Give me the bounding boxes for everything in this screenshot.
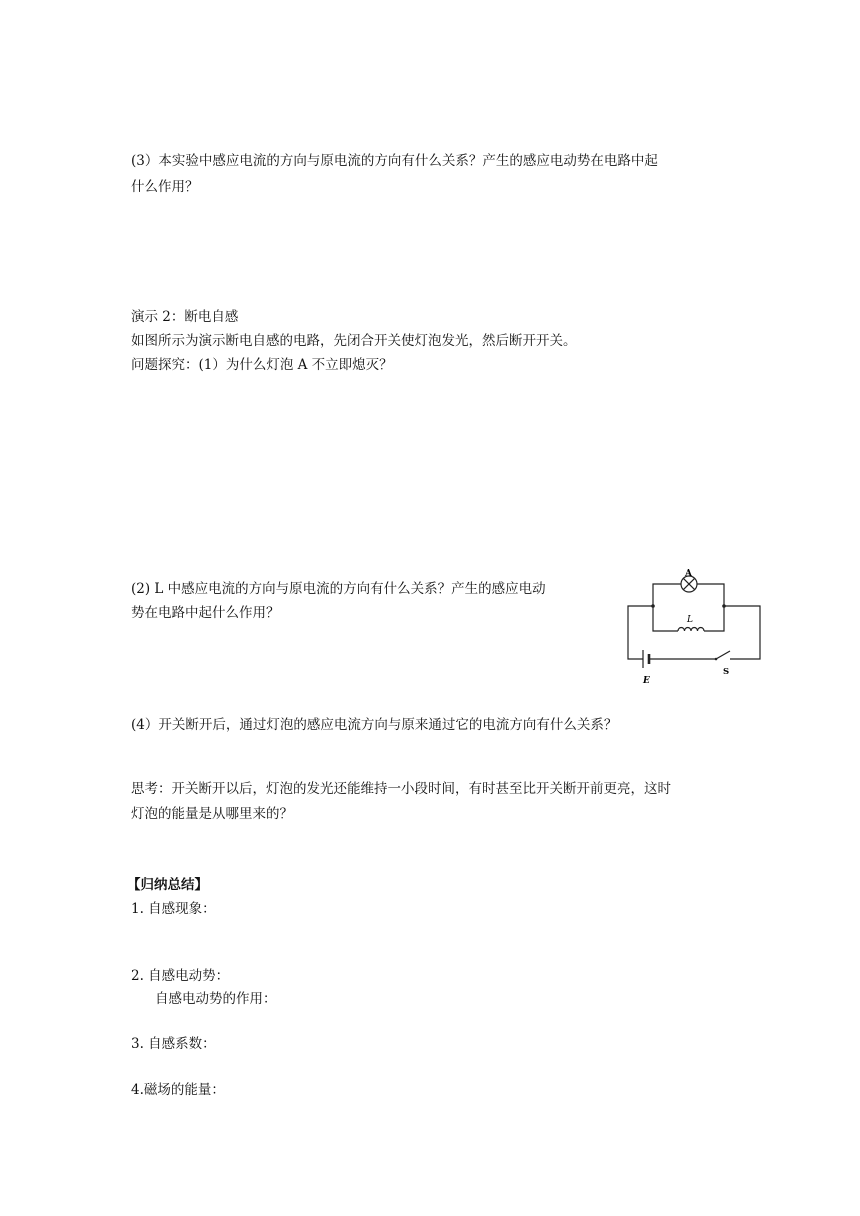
think-line-2: 灯泡的能量是从哪里来的？: [131, 806, 293, 822]
summary-item-2: 2. 自感电动势：: [131, 968, 230, 984]
think-line-1: 思考：开关断开以后，灯泡的发光还能维持一小段时间，有时甚至比开关断开前更亮，这时: [131, 781, 671, 797]
switch-pivot: [715, 658, 718, 661]
demo-2-description: 如图所示为演示断电自感的电路，先闭合开关使灯泡发光，然后断开开关。: [131, 333, 577, 349]
switch-blade: [716, 651, 730, 659]
junction-dot-right: [722, 604, 726, 608]
summary-item-4: 4.磁场的能量：: [131, 1082, 225, 1098]
inductor-branch-left-wire: [653, 606, 678, 631]
summary-heading: 【归纳总结】: [127, 877, 208, 893]
inductor-coil-icon: [678, 628, 704, 632]
question-2-line-1: (2) L 中感应电流的方向与原电流的方向有什么关系？产生的感应电动: [131, 581, 546, 597]
inductor-label: L: [687, 615, 693, 625]
question-4: (4）开关断开后，通过灯泡的感应电流方向与原来通过它的电流方向有什么关系？: [131, 717, 618, 733]
summary-item-3: 3. 自感系数：: [131, 1036, 216, 1052]
outer-left-wire: [628, 606, 653, 659]
summary-item-2-sub: 自感电动势的作用：: [155, 991, 277, 1007]
question-1: 问题探究：(1）为什么灯泡 A 不立即熄灭？: [131, 357, 393, 373]
question-2-line-2: 势在电路中起什么作用？: [131, 605, 280, 621]
junction-dot-left: [651, 604, 655, 608]
switch-label: S: [723, 667, 730, 677]
question-3-line-1: (3）本实验中感应电流的方向与原电流的方向有什么关系？产生的感应电动势在电路中起: [131, 153, 658, 169]
lamp-branch-right-wire: [697, 584, 724, 606]
lamp-label: A: [685, 569, 692, 579]
battery-label: E: [643, 676, 650, 686]
lamp-branch-left-wire: [653, 584, 681, 606]
inductor-branch-right-wire: [704, 606, 724, 631]
question-3-line-2: 什么作用？: [131, 179, 199, 195]
summary-item-1: 1. 自感现象：: [131, 901, 216, 917]
demo-2-title: 演示 2：断电自感: [131, 309, 239, 325]
circuit-diagram: [620, 562, 770, 692]
